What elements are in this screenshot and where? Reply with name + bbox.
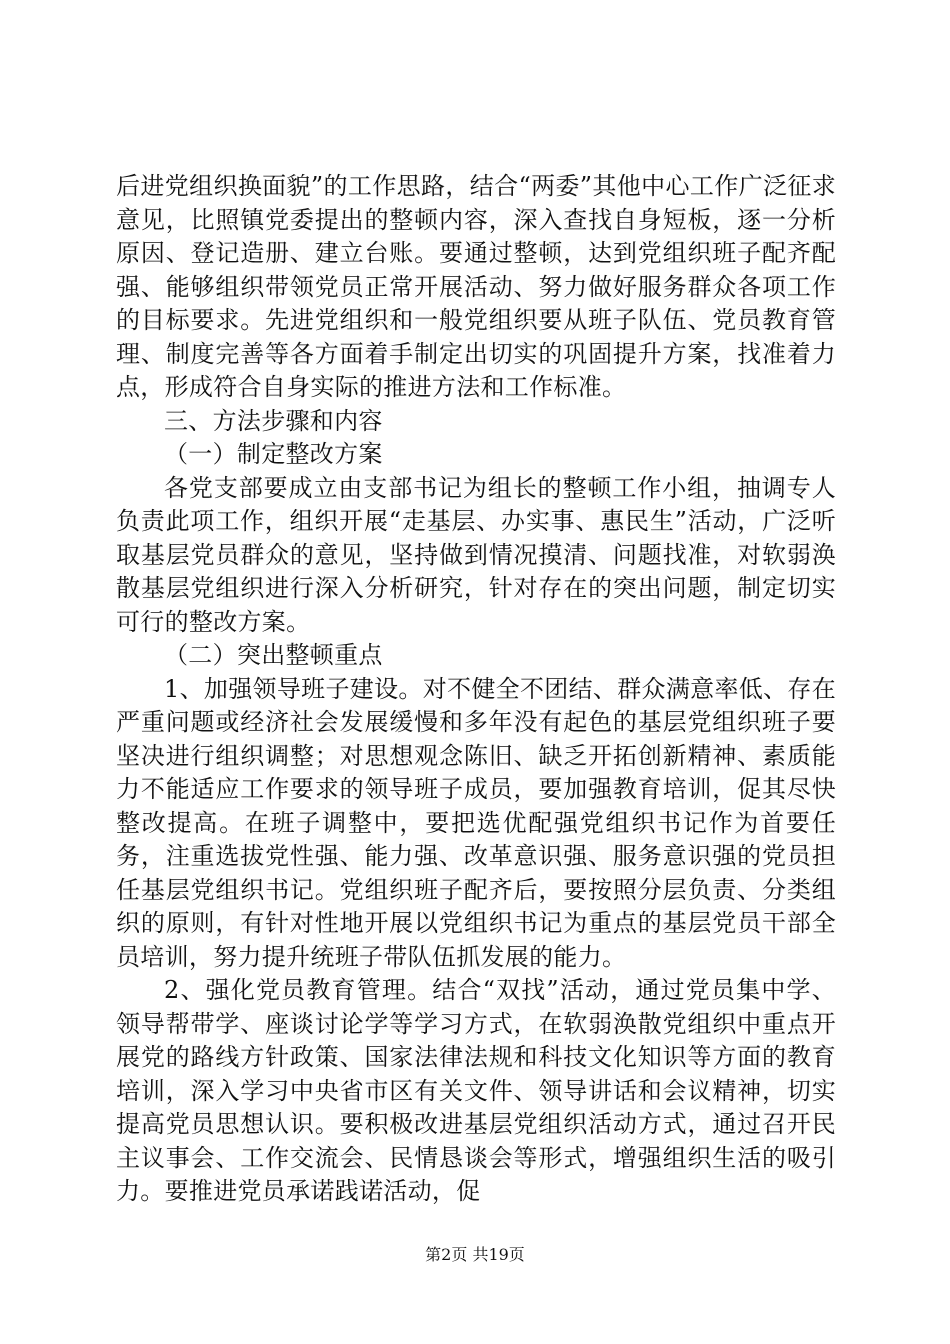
paragraph-member-education: 2、强化党员教育管理。结合“双找”活动，通过党员集中学、领导帮带学、座谈讨论学等学习方式，在软弱涣散党组织中重点开展党的路线方针政策、国家法律法规和科技文化知识等方面的教育培训，深入学习中央省市区有关文件、领导讲话和会议精神，切实提高党员思想认识。要积极改进基层党组织活动方式，通过召开民主议事会、工作交流会、民情恳谈会等形式，增强组织生活的吸引力。要推进党员承诺践诺活动，促 [116,976,836,1205]
section-heading-3: 三、方法步骤和内容 [164,406,383,435]
paragraph-continued: 后进党组织换面貌”的工作思路，结合“两委”其他中心工作广泛征求意见，比照镇党委提出的整顿内容，深入查找自身短板，逐一分析原因、登记造册、建立台账。要通过整顿，达到党组织班子配齐配强、能够组织带领党员正常开展活动、努力做好服务群众各项工作的目标要求。先进党组织和一般党组织要从班子队伍、党员教育管理、制度完善等各方面着手制定出切实的巩固提升方案，找准着力点，形成符合自身实际的推进方法和工作标准。 [116,172,836,401]
subsection-heading-2: （二）突出整顿重点 [164,641,383,669]
subsection-heading-1: （一）制定整改方案 [164,440,383,468]
document-body [116,170,836,1209]
paragraph-rectification-plan: 各党支部要成立由支部书记为组长的整顿工作小组，抽调专人负责此项工作，组织开展“走基层、办实事、惠民生”活动，广泛听取基层党员群众的意见，坚持做到情况摸清、问题找准，对软弱涣散基层党组织进行深入分析研究，针对存在的突出问题，制定切实可行的整改方案。 [116,473,836,636]
page-number-footer: 第2页 共19页 [425,1245,525,1264]
paragraph-leadership-building: 1、加强领导班子建设。对不健全不团结、群众满意率低、存在严重问题或经济社会发展缓慢和多年没有起色的基层党组织班子要坚决进行组织调整；对思想观念陈旧、缺乏开拓创新精神、素质能力不能适应工作要求的领导班子成员，要加强教育培训，促其尽快整改提高。在班子调整中，要把选优配强党组织书记作为首要任务，注重选拔党性强、能力强、改革意识强、服务意识强的党员担任基层党组织书记。党组织班子配齐后，要按照分层负责、分类组织的原则，有针对性地开展以党组织书记为重点的基层党员干部全员培训，努力提升统班子带队伍抓发展的能力。 [116,674,836,971]
